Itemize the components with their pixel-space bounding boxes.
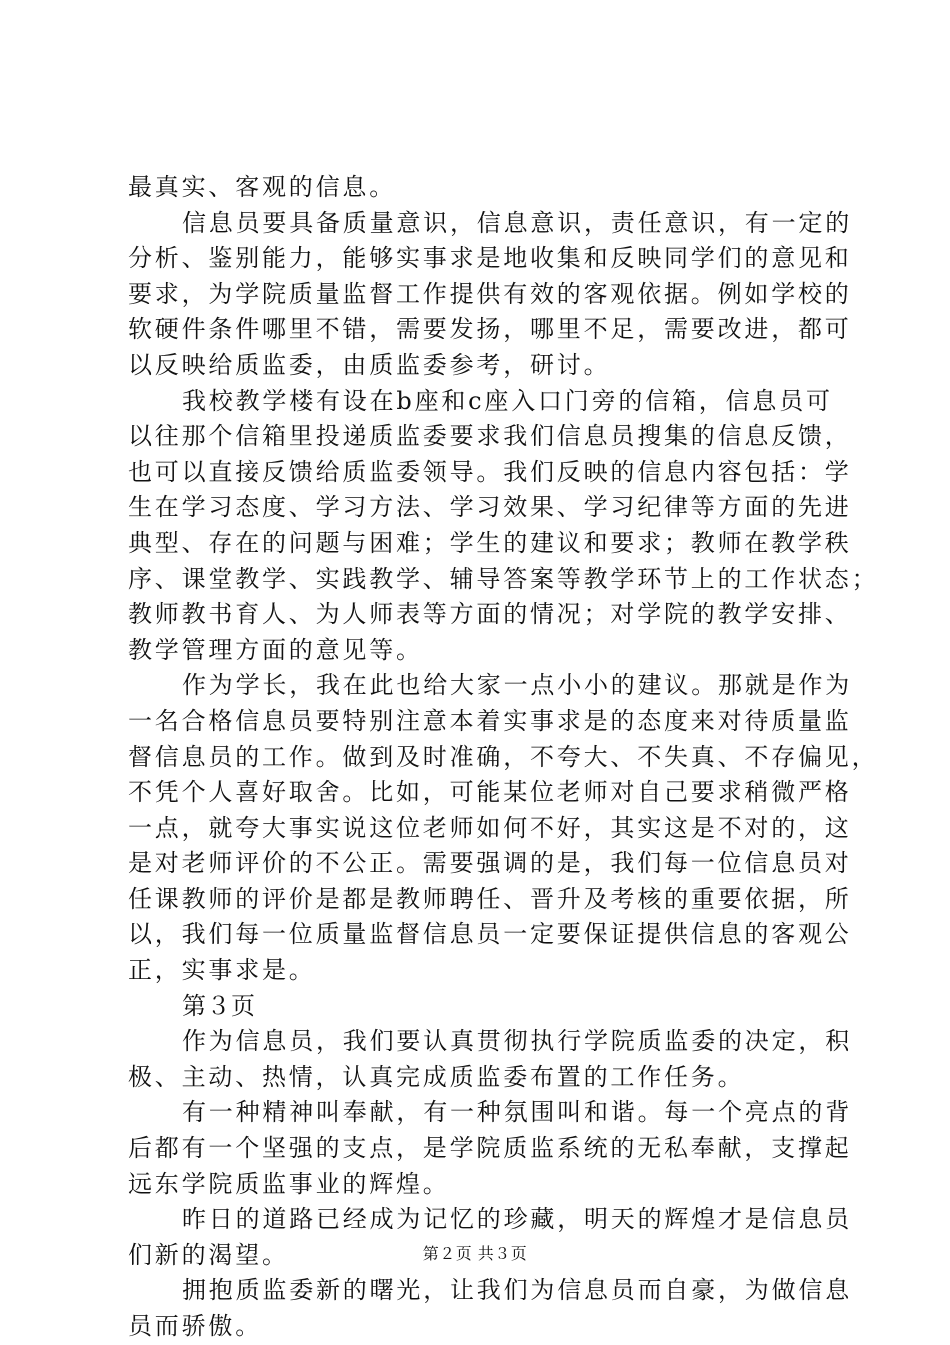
text-line: 员而骄傲。 [128,1312,262,1340]
text-line: 分析、鉴别能力，能够实事求是地收集和反映同学们的意见和 [128,244,852,273]
text-line: 软硬件条件哪里不错，需要发扬，哪里不足，需要改进，都可 [128,315,852,344]
text-line: 一名合格信息员要特别注意本着实事求是的态度来对待质量监 [128,706,852,735]
text-line: 以往那个信箱里投递质监委要求我们信息员搜集的信息反馈， [128,422,852,451]
text-line: 们新的渴望。 [128,1240,289,1269]
text-line: 作为信息员，我们要认真贯彻执行学院质监委的决定，积 [182,1027,852,1056]
text-line: 拥抱质监委新的曙光，让我们为信息员而自豪，为做信息 [182,1276,852,1305]
text-line: 极、主动、热情，认真完成质监委布置的工作任务。 [128,1062,745,1091]
text-line: 不凭个人喜好取舍。比如，可能某位老师对自己要求稍微严格 [128,778,852,807]
text-line: 任课教师的评价是都是教师聘任、晋升及考核的重要依据，所 [128,884,852,913]
text-line: 远东学院质监事业的辉煌。 [128,1169,450,1198]
body-text [128,170,879,1345]
text-line: 我校教学楼有设在b座和c座入口门旁的信箱，信息员可 [182,386,833,415]
text-line: 最真实、客观的信息。 [128,173,396,201]
text-line: 生在学习态度、学习方法、学习效果、学习纪律等方面的先进 [128,493,852,522]
text-line: 作为学长，我在此也给大家一点小小的建议。那就是作为 [182,671,852,700]
text-line: 是对老师评价的不公正。需要强调的是，我们每一位信息员对 [128,849,852,878]
page-marker: 第３页 [182,991,256,1020]
text-line: 典型、存在的问题与困难；学生的建议和要求；教师在教学秩 [128,528,852,557]
text-line: 有一种精神叫奉献，有一种氛围叫和谐。每一个亮点的背 [182,1098,852,1127]
text-line: 要求，为学院质量监督工作提供有效的客观依据。例如学校的 [128,279,852,308]
text-line: 信息员要具备质量意识，信息意识，责任意识，有一定的 [182,208,852,237]
page-footer: 第２页 共３页 [422,1244,528,1263]
text-line: 督信息员的工作。做到及时准确，不夸大、不失真、不存偏见， [128,742,879,771]
text-line: 以反映给质监委，由质监委参考，研讨。 [128,350,611,379]
text-line: 以，我们每一位质量监督信息员一定要保证提供信息的客观公 [128,920,852,949]
text-line: 教学管理方面的意见等。 [128,635,423,664]
text-line: 后都有一个坚强的支点，是学院质监系统的无私奉献，支撑起 [128,1134,852,1163]
text-line: 正，实事求是。 [128,956,316,985]
text-line: 一点，就夸大事实说这位老师如何不好，其实这是不对的，这 [128,813,852,842]
text-line: 序、课堂教学、实践教学、辅导答案等教学环节上的工作状态； [128,564,879,593]
text-line: 也可以直接反馈给质监委领导。我们反映的信息内容包括：学 [128,457,852,486]
text-line: 教师教书育人、为人师表等方面的情况；对学院的教学安排、 [128,600,852,629]
text-line: 昨日的道路已经成为记忆的珍藏，明天的辉煌才是信息员 [182,1205,852,1234]
